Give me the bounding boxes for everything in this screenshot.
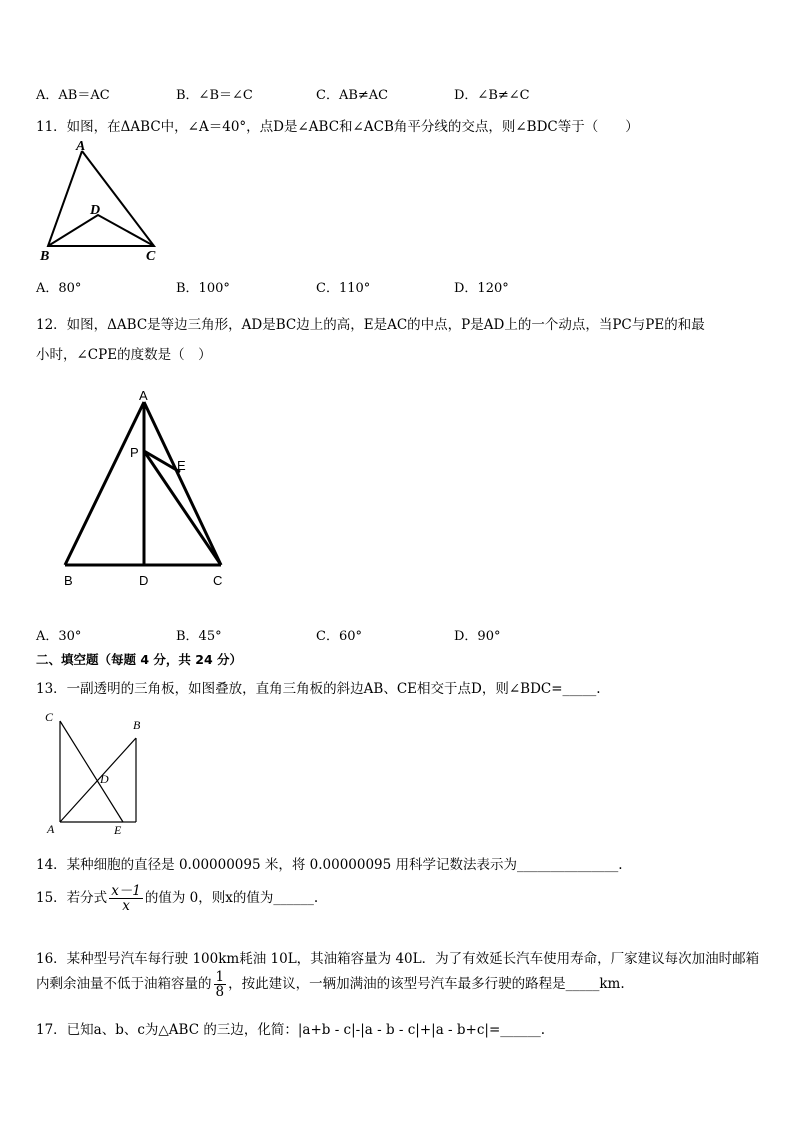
- q10-option-d: D．∠B≠∠C: [454, 88, 530, 103]
- q13-label-c: C: [45, 710, 54, 724]
- q12-option-b: B．45°: [176, 629, 222, 644]
- q16-line2-suffix: ，按此建议，一辆加满油的该型号汽车最多行驶的路程是_____km.: [228, 976, 625, 993]
- q15-prefix: 15．若分式: [36, 890, 108, 907]
- q16-numerator: 1: [215, 969, 225, 985]
- q12-label-d: D: [139, 573, 149, 588]
- q17-text: 17．已知a、b、c为△ABC 的三边，化简：|a+b - c|-|a - b - c|+|a - b+c|=______.: [36, 1022, 546, 1038]
- q12-option-d: D．90°: [454, 629, 501, 644]
- q11-option-d: D．120°: [454, 281, 509, 296]
- q11-label-d: D: [90, 203, 101, 218]
- section-title: 二、填空题（每题 4 分，共 24 分）: [36, 652, 243, 667]
- q11-text: 11．如图，在ΔABC中，∠A＝40°，点D是∠ABC和∠ACB角平分线的交点，则∠BDC等于（ ）: [36, 119, 639, 135]
- q11-label-c: C: [146, 249, 156, 264]
- q13-label-d: D: [100, 772, 109, 786]
- q10-option-c: C．AB≠AC: [316, 88, 389, 103]
- q11-figure: [36, 140, 166, 265]
- q12-text-line2: 小时，∠CPE的度数是（ ）: [36, 347, 212, 363]
- q13-label-e: E: [114, 823, 122, 837]
- q16-line2-prefix: 内剩余油量不低于油箱容量的: [36, 976, 212, 993]
- q13-label-a: A: [47, 822, 55, 836]
- q12-text-line1: 12．如图，ΔABC是等边三角形，AD是BC边上的高，E是AC的中点，P是AD上的一个动点，当PC与PE的和最: [36, 317, 705, 333]
- q13-label-b: B: [133, 718, 141, 732]
- q16-line2: [36, 970, 625, 999]
- q15-line: [36, 884, 318, 913]
- q12-label-b: B: [64, 573, 73, 588]
- q14-text: 14．某种细胞的直径是 0.00000095 米，将 0.00000095 用科学记数法表示为_______________.: [36, 857, 623, 873]
- q15-denominator: x: [122, 898, 130, 915]
- q13-text: 13．一副透明的三角板，如图叠放，直角三角板的斜边AB、CE相交于点D，则∠BDC=_____.: [36, 681, 601, 697]
- q10-option-a: A．AB＝AC: [36, 88, 110, 103]
- q12-option-a: A．30°: [36, 629, 82, 644]
- q11-option-b: B．100°: [176, 281, 230, 296]
- q12-label-e: E: [177, 458, 186, 473]
- q12-label-a: A: [139, 388, 148, 403]
- q12-label-p: P: [130, 445, 139, 460]
- q12-option-c: C．60°: [316, 629, 362, 644]
- q12-label-c: C: [213, 573, 223, 588]
- q10-option-b: B．∠B＝∠C: [176, 88, 253, 103]
- q11-option-c: C．110°: [316, 281, 371, 296]
- q12-figure: [55, 385, 235, 590]
- q16-denominator: 8: [215, 984, 225, 1001]
- q13-figure: [40, 705, 155, 840]
- q11-option-a: A．80°: [36, 281, 82, 296]
- q15-suffix: 的值为 0，则x的值为______.: [144, 890, 319, 907]
- q11-label-a: A: [76, 140, 86, 154]
- q15-fraction: [109, 884, 143, 913]
- q16-line1: 16．某种型号汽车每行驶 100km耗油 10L，其油箱容量为 40L．为了有效延长汽车使用寿命，厂家建议每次加油时邮箱: [36, 951, 760, 967]
- q15-numerator: x－1: [111, 883, 141, 899]
- q11-label-b: B: [40, 249, 50, 264]
- q16-fraction: [214, 970, 227, 999]
